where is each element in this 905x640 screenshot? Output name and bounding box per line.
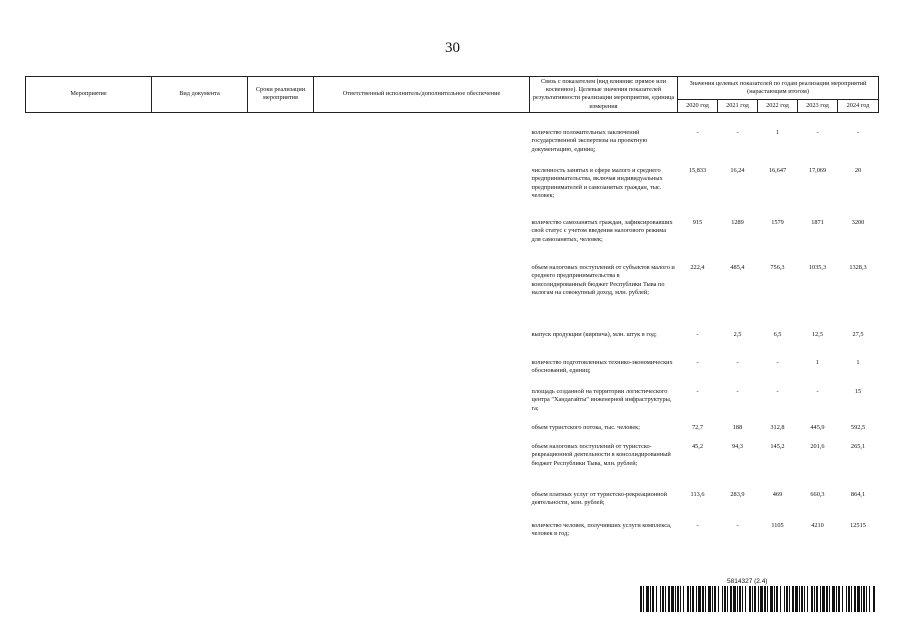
indicator-text: количество человек, получивших услуги комплекса, человек в год;	[531, 522, 672, 538]
value-cell: 915	[692, 219, 703, 227]
value-cell: 20	[854, 167, 862, 175]
table-row	[26, 356, 879, 385]
value-cell: 1	[775, 129, 780, 137]
table-row	[26, 421, 879, 440]
value-cell: 201,6	[810, 443, 825, 451]
barcode	[640, 586, 878, 612]
page-number: 30	[445, 40, 460, 56]
value-cell: 6,5	[773, 331, 782, 339]
value-cell: -	[776, 359, 779, 367]
header-terms: Сроки реализации мероприятия	[248, 77, 314, 113]
value-cell: 2,5	[733, 331, 742, 339]
value-cell: 1328,3	[849, 264, 867, 272]
header-indicator-link: Связь с показателем (вид влияния: прямое или косвенное). Целевые значения показателей результативности реализации мероприятия, единица измерения	[530, 77, 678, 113]
header-year: 2022 год	[758, 99, 798, 112]
value-cell: -	[696, 129, 699, 137]
value-cell: -	[696, 388, 699, 396]
value-cell: -	[856, 129, 860, 137]
table-row	[26, 216, 879, 261]
header-target-values: Значения целевых показателей по годам реализации мероприятий (нарастающим итогом)	[678, 77, 879, 100]
value-cell: 15	[854, 388, 862, 396]
header-event: Мероприятие	[26, 77, 152, 113]
value-cell: 469	[772, 491, 783, 499]
indicator-text: объем налоговых поступлений от субъектов малого и среднего предпринимательства в консолидированный бюджет Республики Тыва по налогам на совокупный доход, млн. рублей;	[531, 264, 675, 296]
value-cell: 1871	[811, 219, 824, 227]
table-row	[26, 385, 879, 421]
header-responsible: Ответственный исполнитель/дополнительное обеспечение	[314, 77, 530, 113]
indicator-text: площадь созданной на территории логистического центра "Хандагайты" инженерной инфраструктуры, га;	[531, 388, 672, 412]
value-cell: 16,24	[730, 167, 745, 175]
indicator-text: объем платных услуг от туристско-рекреационной деятельности, млн. рублей;	[531, 491, 668, 507]
header-year: 2021 год	[718, 99, 758, 112]
table-row	[26, 261, 879, 328]
value-cell: 188	[732, 424, 743, 432]
value-cell: 265,1	[850, 443, 866, 451]
table-row	[26, 126, 879, 164]
table-row	[26, 519, 879, 543]
barcode-label: 5814327 (2.4)	[727, 578, 768, 585]
value-cell: 1035,3	[808, 264, 827, 272]
value-cell: 94,3	[731, 443, 744, 451]
table-row	[26, 164, 879, 216]
value-cell: -	[736, 522, 739, 530]
value-cell: -	[736, 388, 739, 396]
value-cell: 485,4	[730, 264, 745, 272]
value-cell: 660,3	[810, 491, 825, 499]
header-year: 2023 год	[798, 99, 838, 112]
table-row	[26, 440, 879, 488]
value-cell: -	[816, 129, 819, 137]
value-cell: -	[696, 331, 699, 339]
value-cell: 222,4	[690, 264, 705, 272]
indicator-text: объем туристского потока, тыс. человек;	[531, 424, 640, 432]
value-cell: 15,833	[688, 167, 707, 175]
table-row	[26, 488, 879, 519]
value-cell: 1579	[771, 219, 784, 227]
value-cell: -	[776, 388, 779, 396]
header-year: 2024 год	[838, 99, 879, 112]
value-cell: 3200	[851, 219, 865, 227]
value-cell: -	[696, 522, 699, 530]
value-cell: 17,069	[808, 167, 827, 175]
value-cell: 756,3	[770, 264, 785, 272]
value-cell: 1	[815, 359, 820, 367]
value-cell: 1289	[731, 219, 744, 227]
value-cell: 283,9	[730, 491, 745, 499]
value-cell: 27,5	[852, 331, 864, 339]
value-cell: 1	[856, 359, 860, 367]
header-document-type: Вид документа	[152, 77, 248, 113]
indicator-text: количество подготовленных технико-экономических обоснований, единиц;	[531, 359, 673, 375]
table-header	[26, 77, 879, 113]
table-body	[26, 112, 879, 543]
value-cell: 12515	[850, 522, 866, 530]
value-cell: 864,1	[850, 491, 866, 499]
value-cell: -	[736, 359, 739, 367]
value-cell: 16,647	[768, 167, 787, 175]
value-cell: 113,6	[690, 491, 705, 499]
indicators-table	[25, 76, 879, 543]
header-year: 2020 год	[678, 99, 718, 112]
value-cell: 1105	[771, 522, 784, 530]
value-cell: 4210	[811, 522, 824, 530]
value-cell: -	[736, 129, 739, 137]
value-cell: 72,7	[691, 424, 704, 432]
value-cell: 12,5	[811, 331, 824, 339]
value-cell: -	[816, 388, 819, 396]
indicator-text: объем налоговых поступлений от туристско-рекреационной деятельности в консолидированный бюджет Республики Тыва, млн. рублей;	[531, 443, 671, 467]
value-cell: 592,5	[850, 424, 866, 432]
indicator-text: количество положительных заключений государственной экспертизы на проектную документацию, единиц;	[531, 129, 648, 153]
value-cell: 45,2	[691, 443, 704, 451]
value-cell: -	[696, 359, 699, 367]
table-row	[26, 328, 879, 356]
indicator-text: количество самозанятых граждан, зафиксировавших свой статус с учетом введения налогового режима для самозанятых, человек;	[531, 219, 673, 243]
value-cell: 145,2	[770, 443, 785, 451]
indicator-text: численность занятых в сфере малого и среднего предпринимательства, включая индивидуальных предпринимателей и самозанятых граждан, тыс. человек;	[531, 167, 663, 199]
value-cell: 445,9	[810, 424, 825, 432]
indicator-text: выпуск продукции (кирпича), млн. штук в год;	[531, 331, 657, 339]
value-cell: 312,8	[770, 424, 785, 432]
